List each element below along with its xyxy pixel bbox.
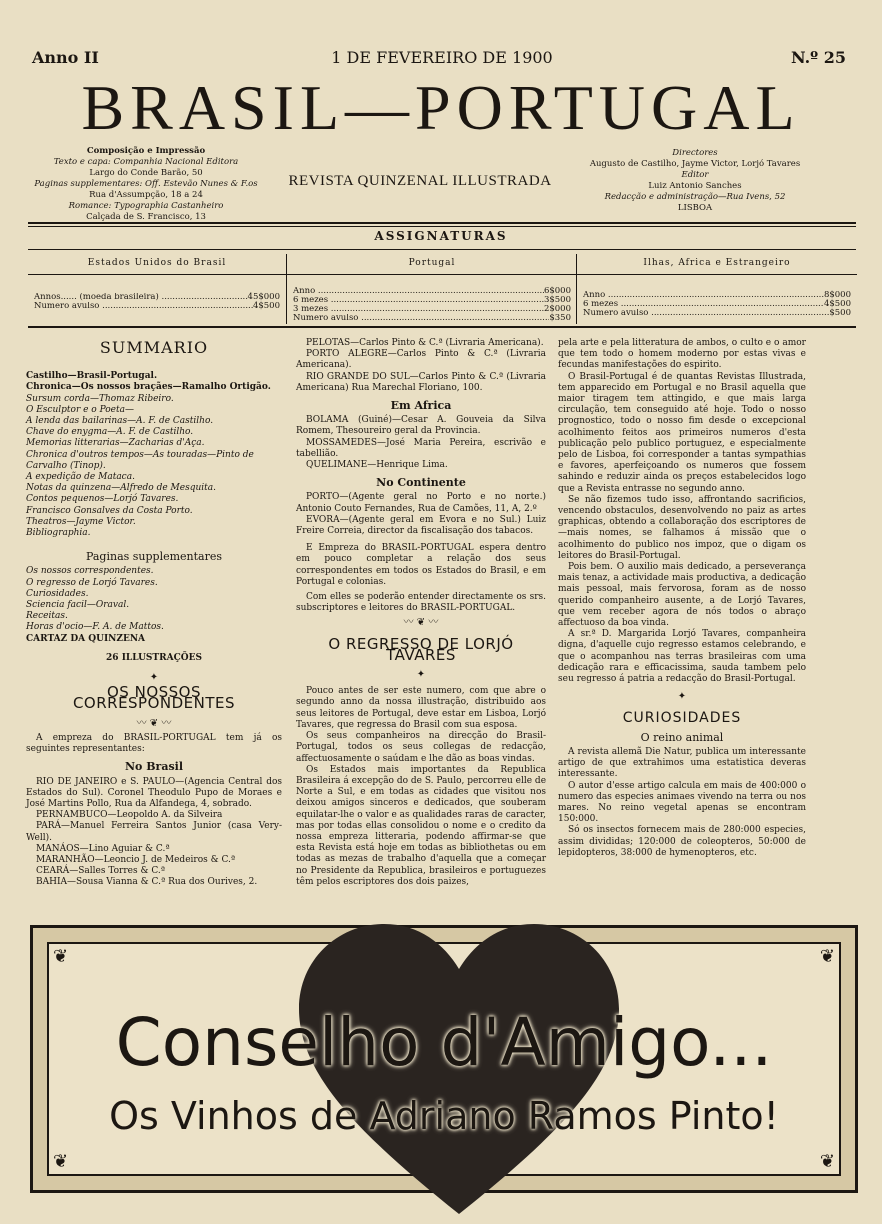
correspondent-item: EVORA—(Agente geral em Evora e no Sul.) Luiz Freire Correia, director da fiscalisação dos tabacos. bbox=[296, 514, 546, 537]
article-paragraph: Os seus companheiros na direcção do Brasil-Portugal, todos os seus collegas de redacção, affectuosamente o saúdam e lhe dão as boas vindas. bbox=[296, 731, 546, 764]
supplementary-item: O regresso de Lorjó Tavares. bbox=[26, 577, 158, 588]
subscription-row: 6 mezes ..... 3$500 bbox=[287, 296, 577, 305]
summary-item: Francisco Gonsalves da Costa Porto. bbox=[26, 505, 193, 516]
wine-advertisement bbox=[30, 925, 858, 1193]
printing-info-line: Rua d'Assumpção, 18 a 24 bbox=[89, 190, 203, 200]
column-right bbox=[558, 338, 806, 859]
article-paragraph: A sr.ª D. Margarida Lorjó Tavares, companheira digna, d'aquelle cujo regresso estamos celebrando, e que o acompanhou nas terras brasileiras com uma dedicação rara e efficacissima, sauda tambem pelo seu regresso á patria a redacção do Brasil-Portugal. bbox=[558, 629, 806, 685]
summary-item: A expedição de Mataca. bbox=[26, 472, 135, 483]
correspondent-item: PORTO ALEGRE—Carlos Pinto & C.ª (Livraria Americana). bbox=[296, 349, 546, 371]
correspondent-item: PERNAMBUCO—Leopoldo A. da Silveira bbox=[36, 810, 223, 821]
continent-heading: No Continente bbox=[376, 476, 466, 490]
issue-number: N.º 25 bbox=[790, 48, 846, 67]
printing-info-line: Largo do Conde Barão, 50 bbox=[89, 168, 203, 178]
summary-item: Castilho—Brasil-Portugal. bbox=[26, 371, 158, 382]
subscription-row: Numero avulso ..... $500 bbox=[577, 309, 857, 318]
masthead-subtitle: REVISTA QUINZENAL ILLUSTRADA bbox=[288, 173, 552, 189]
subscriptions-portugal bbox=[286, 254, 577, 324]
summary-title: SUMMARIO bbox=[99, 338, 209, 357]
directors-info-line: Directores bbox=[672, 148, 718, 158]
supplementary-item: CARTAZ DA QUINZENA bbox=[26, 633, 146, 644]
star-ornament: ✦ bbox=[149, 672, 159, 684]
advertisement-headline: Conselho d'Amigo... bbox=[115, 1004, 773, 1081]
correspondent-item: BAHIA—Sousa Vianna & C.ª Rua dos Ourives, 2. bbox=[36, 877, 258, 888]
header-divider bbox=[28, 222, 856, 224]
advertisement-tagline: Os Vinhos de Adriano Ramos Pinto! bbox=[109, 1094, 779, 1138]
printing-info bbox=[26, 146, 266, 223]
correspondents-note: E Empreza do BRASIL-PORTUGAL espera dentro em pouco completar a relação dos seus correspondentes em todos os Estados do Brasil, e em Portugal e colonias. bbox=[296, 543, 546, 587]
subscription-row: Numero avulso ..... 4$500 bbox=[28, 302, 286, 311]
correspondent-item: QUELIMANE—Henrique Lima. bbox=[306, 460, 448, 471]
subscriptions-brasil bbox=[28, 254, 286, 324]
correspondent-item: PARÁ—Manuel Ferreira Santos Junior (casa Very-Well). bbox=[26, 821, 282, 843]
summary-item: Chave do enygma—A. F. de Castilho. bbox=[26, 427, 194, 438]
subscription-row: 6 mezes ..... 4$500 bbox=[577, 300, 857, 309]
correspondent-item: MARANHÃO—Leoncio J. de Medeiros & C.ª bbox=[36, 854, 236, 865]
subscriptions-title: ASSIGNATURAS bbox=[374, 229, 508, 243]
summary-item: Chronica—Os nossos braçães—Ramalho Ortigão. bbox=[26, 382, 271, 393]
subscription-row: Annos...... (moeda brasileira) ..... 45$000 bbox=[28, 293, 286, 302]
illustrations-count: 26 ILLUSTRAÇÕES bbox=[106, 652, 202, 663]
star-ornament: ✦ bbox=[677, 691, 687, 703]
correspondent-item: MOSSAMEDES—José Maria Pereira, escrivão e tabellião. bbox=[296, 437, 546, 459]
star-ornament: ✦ bbox=[416, 669, 426, 681]
header-divider-thin bbox=[28, 226, 856, 227]
curiosities-paragraph: O autor d'esse artigo calcula em mais de 400:000 o numero das especies animaes vivendo na terra ou nos mares. No reino vegetal apenas se encontram 150:000. bbox=[558, 780, 806, 825]
printing-info-line: Paginas supplementares: Off. Estevão Nunes & F.os bbox=[34, 179, 258, 189]
printing-info-line: Texto e capa: Companhia Nacional Editora bbox=[53, 157, 239, 167]
africa-heading: Em Africa bbox=[390, 399, 452, 413]
summary-list bbox=[26, 371, 282, 539]
curiosities-subtitle: O reino animal bbox=[640, 730, 724, 744]
correspondent-item: RIO GRANDE DO SUL—Carlos Pinto & C.ª (Livraria Americana) Rua Marechal Floriano, 100. bbox=[296, 371, 546, 393]
subscriptions-heading: Portugal bbox=[287, 254, 577, 275]
summary-item: Theatros—Jayme Victor. bbox=[26, 516, 136, 527]
supplementary-item: Horas d'ocio—F. A. de Mattos. bbox=[26, 622, 164, 633]
corner-ornament-icon: ❦ bbox=[819, 1151, 835, 1172]
printing-info-line: Romance: Typographia Castanheiro bbox=[68, 201, 224, 211]
directors-info-line: Augusto de Castilho, Jayme Victor, Lorjó Tavares bbox=[589, 159, 801, 169]
directors-info-line: LISBOA bbox=[677, 203, 713, 213]
summary-item: Notas da quinzena—Alfredo de Mesquita. bbox=[26, 483, 216, 494]
correspondents-intro: A empreza do BRASIL-PORTUGAL tem já os seguintes representantes: bbox=[26, 732, 282, 755]
subscription-row: Anno ..... 6$000 bbox=[287, 287, 577, 296]
printing-info-line: Composição e Impressão bbox=[86, 146, 206, 156]
summary-item: Memorias litterarias—Zacharias d'Aça. bbox=[26, 438, 205, 449]
supplementary-pages-title: Paginas supplementares bbox=[85, 550, 223, 564]
correspondent-item: PORTO—(Agente geral no Porto e no norte.) Antonio Couto Fernandes, Rua de Camões, 11, A, 2.º bbox=[296, 492, 546, 514]
subscriptions-bottom-rule bbox=[28, 326, 856, 328]
article-paragraph: pela arte e pela litteratura de ambos, o culto e o amor que tem todo o homem moderno por estas vivas e fecundas manifestações do espirito. bbox=[558, 338, 806, 371]
article-paragraph: Os Estados mais importantes da Republica Brasileira á excepção do de S. Paulo, percorreu elle de Norte a Sul, e em todas as cidades que visitou nos deixou amigos sinceros e dedicados, que souberam equilatar-lhe o valor e as qualidades raras de caracter, mas por todas ellas consolidou o nome e o credito da nossa empreza litteraria, podendo affirmar-se que esta Revista está hoje em todas as bibliothetas ou em todas as mezas de trabalho d'aquella que a começar no Presidente da Republica, brasileiros e portuguezes têm pelos escriptores dos dois paizes, bbox=[296, 764, 547, 887]
summary-item: Contos pequenos—Lorjó Tavares. bbox=[26, 494, 179, 505]
summary-item: A lenda das bailarinas—A. F. de Castilho. bbox=[26, 416, 214, 427]
corner-ornament-icon: ❦ bbox=[819, 946, 835, 967]
correspondents-title: OS NOSSOS CORRESPONDENTES bbox=[72, 683, 236, 713]
directors-info bbox=[585, 148, 805, 214]
curiosities-paragraph: Só os insectos fornecem mais de 280:000 especies, assim divididas; 120:000 de coleopteros, 50:000 de lepidopteros, 38:000 de hymenopteros, etc. bbox=[558, 825, 806, 858]
column-left bbox=[26, 338, 282, 889]
subscriptions-heading: Estados Unidos do Brasil bbox=[28, 254, 286, 275]
supplementary-item: Os nossos correspondentes. bbox=[26, 566, 154, 577]
correspondent-item: PELOTAS—Carlos Pinto & C.ª (Livraria Americana). bbox=[306, 338, 544, 348]
supplementary-item: Sciencia facil—Oraval. bbox=[26, 600, 130, 611]
summary-item: Sursum corda—Thomaz Ribeiro. bbox=[26, 393, 174, 404]
corner-ornament-icon: ❦ bbox=[53, 946, 69, 967]
summary-item: Chronica d'outros tempos—As touradas—Pinto de Carvalho (Tinop). bbox=[26, 449, 254, 471]
masthead-title: BRASIL—PORTUGAL bbox=[81, 72, 801, 143]
correspondents-note: Com elles se poderão entender directamente os srs. subscriptores e leitores do BRASIL-PORTUGAL. bbox=[296, 592, 546, 614]
subscription-row: 3 mezes ..... 2$000 bbox=[287, 305, 577, 314]
supplementary-item: Curiosidades. bbox=[26, 588, 89, 599]
summary-item: Bibliographia. bbox=[26, 528, 91, 539]
article-paragraph: O Brasil-Portugal é de quantas Revistas Illustrada, tem apparecido em Portugal e no Brasil aquella que maior tiragem tem attingido, e que mais larga circulação, tem conseguido até hoje. Todo o nosso prognostico, todo o nosso fim desde o excepcional acolhimento feitos aos primeiros numeros d'esta publicação pelo publico portuguez, e especialmente pelo de Lisboa, foi corresponder a tantas sympathias e favores, aperfeiçoando os numeros que fossem sahindo e reduzir ainda os preços estabelecidos logo que a Revista entrasse no segundo anno. bbox=[558, 371, 806, 494]
brasil-heading: No Brasil bbox=[125, 760, 183, 774]
corner-ornament-icon: ❦ bbox=[53, 1151, 69, 1172]
subscription-row: Anno ..... 8$000 bbox=[577, 291, 857, 300]
article-paragraph: Pois bem. O auxilio mais dedicado, a perseverança mais tenaz, a actividade mais productiva, a dedicação mais pessoal, mais fervorosa, foram as de nosso querido companheiro ausente, a de Lorjó Tavares, que vem receber agora de nós todos o abraço affectuoso da boa vinda. bbox=[558, 562, 806, 629]
issue-header-row bbox=[32, 48, 846, 72]
subscriptions-divider bbox=[28, 249, 856, 250]
correspondent-item: BOLAMA (Guiné)—Cesar A. Gouveia da Silva Romem, Thesoureiro geral da Provincia. bbox=[296, 415, 546, 437]
subscriptions-heading: Ilhas, Africa e Estrangeiro bbox=[577, 254, 857, 275]
printing-info-line: Calçada de S. Francisco, 13 bbox=[86, 212, 206, 222]
article-paragraph: Se não fizemos tudo isso, affrontando sacrificios, vencendo obstaculos, desenvolvendo no paiz as artes graphicas, obtendo a collaboração dos escriptores de—mais nomes, se falhamos á missão que o acolhimento do publico nos impoz, que o digam os leitores do Brasil-Portugal. bbox=[558, 494, 806, 561]
flourish-ornament: 〰 ❦ 〰 bbox=[136, 717, 172, 729]
directors-info-line: Editor bbox=[681, 170, 709, 180]
advertisement-frame bbox=[47, 942, 841, 1176]
issue-date: 1 DE FEVEREIRO DE 1900 bbox=[331, 48, 553, 67]
directors-info-line: Luiz Antonio Sanches bbox=[648, 181, 742, 191]
article-paragraph: Pouco antes de ser este numero, com que abre o segundo anno da nossa illustração, distribuido aos seus leitores de Portugal, deve estar em Lisboa, Lorjó Tavares, que regressa do Brasil com sua esposa. bbox=[296, 686, 546, 730]
subscriptions-ilhas bbox=[576, 254, 857, 324]
subscription-row: Numero avulso ..... $350 bbox=[287, 314, 577, 323]
article-title: O REGRESSO DE LORJÓ TAVARES bbox=[328, 634, 514, 664]
correspondent-item: CEARÁ—Salles Torres & C.ª bbox=[36, 866, 166, 877]
subscriptions-table bbox=[28, 254, 856, 324]
curiosities-paragraph: A revista allemã Die Natur, publica um interessante artigo de que extrahimos uma estatistica deveras interessante. bbox=[558, 746, 806, 780]
correspondent-item: RIO DE JANEIRO e S. PAULO—(Agencia Central dos Estados do Sul). Coronel Theodulo Pupo de Moraes e José Martins Pollo, Rua da Alfandega, 4, sobrado. bbox=[26, 776, 282, 809]
directors-info-line: Redacção e administração—Rua Ivens, 52 bbox=[604, 192, 786, 202]
curiosities-title: CURIOSIDADES bbox=[622, 709, 742, 726]
year-label: Anno II bbox=[32, 48, 99, 67]
correspondent-item: MANÁOS—Lino Aguiar & C.ª bbox=[36, 843, 170, 854]
flourish-ornament: 〰 ❦ 〰 bbox=[403, 617, 439, 629]
supplementary-item: Receitas. bbox=[26, 611, 68, 622]
summary-item: O Esculptor e o Poeta— bbox=[26, 404, 134, 415]
column-middle bbox=[296, 338, 546, 888]
